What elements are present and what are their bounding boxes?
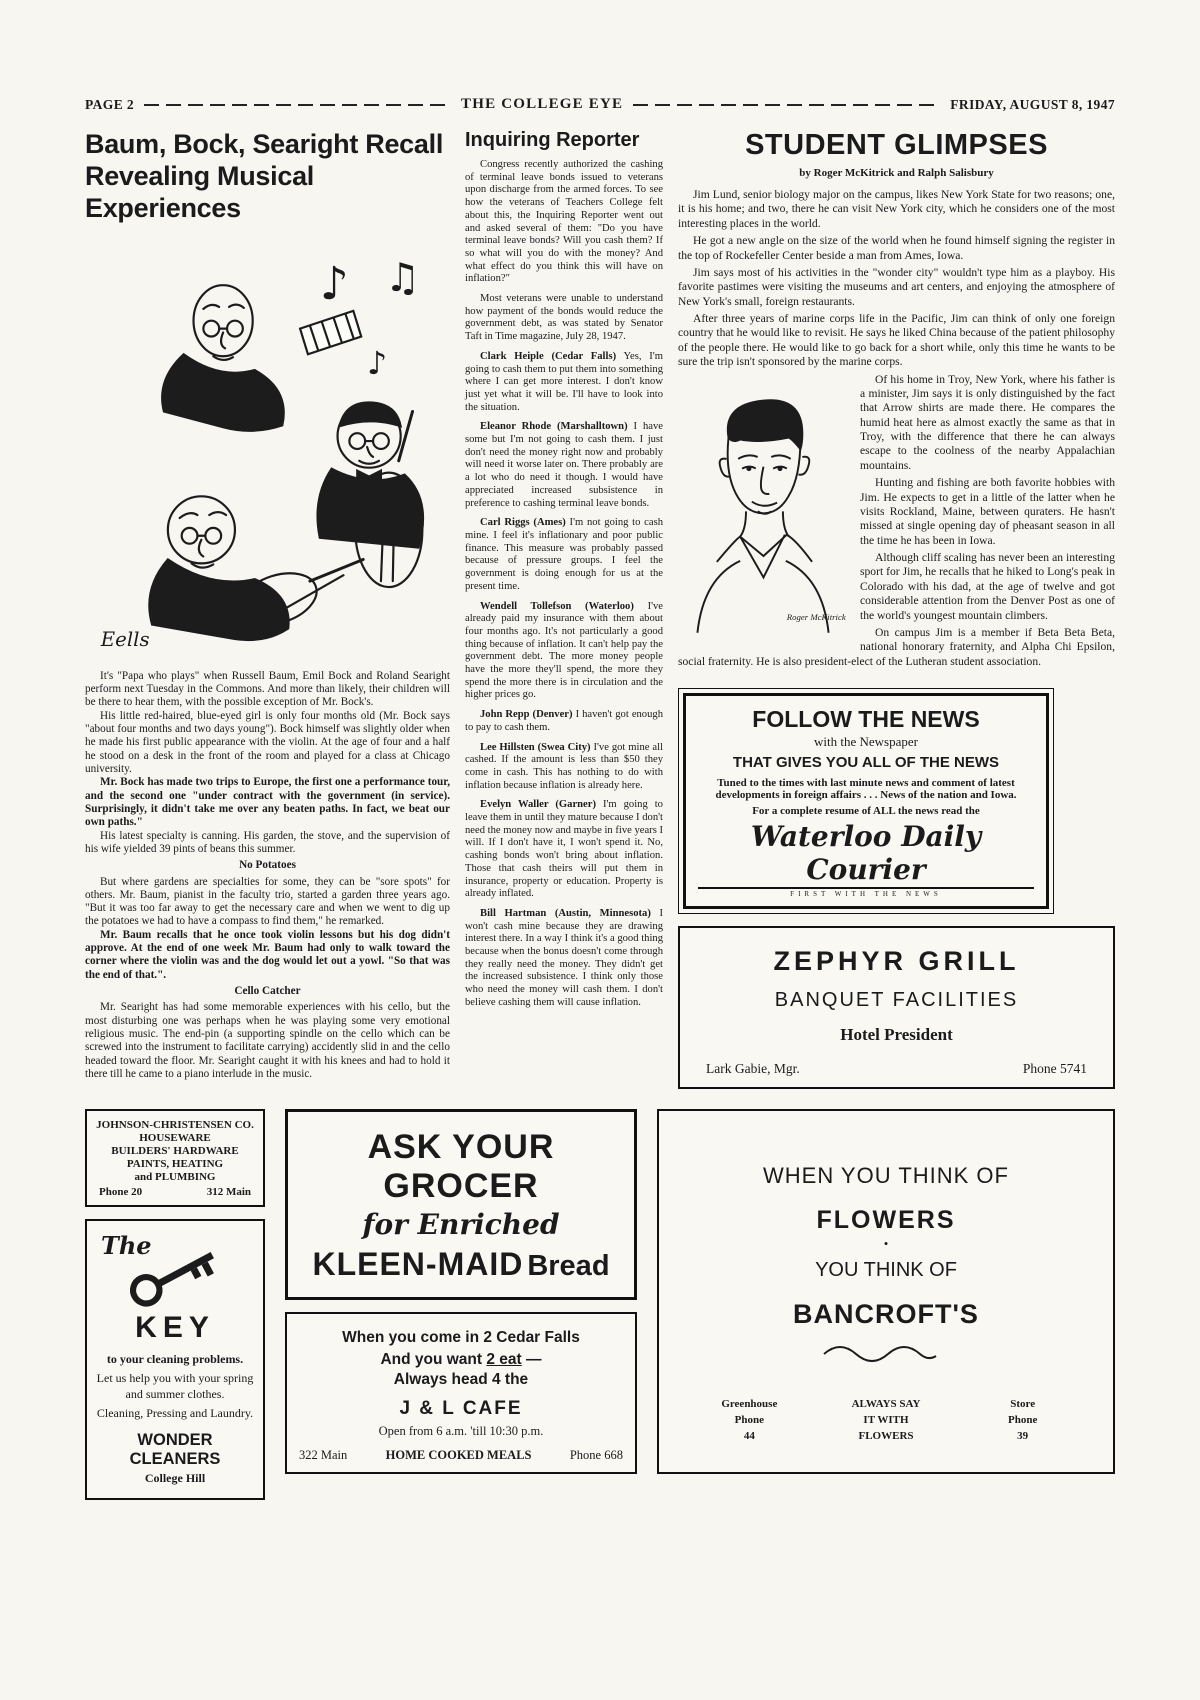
ad-line: to your cleaning problems. (106, 1352, 244, 1366)
ad-address: 322 Main (299, 1448, 348, 1462)
article-paragraph: After three years of marine corps life in the Pacific, Jim can think of only one foreign country that he would like to revisit. He says he liked China because of the patient philosophy of the people there. He would like to go back for a short while, only this time he wants to be sure the trip isn't sponsored by the marine corps. (678, 312, 1115, 369)
ad-footer-row (299, 1448, 623, 1463)
bottom-ads (85, 1109, 1115, 1500)
ad-line: Hotel President (840, 1025, 953, 1044)
ad-phone: Phone 5741 (1022, 1061, 1087, 1076)
store-contact (954, 1397, 1091, 1445)
ad-label: Store (1010, 1398, 1036, 1410)
ad-footer-row (694, 1061, 1099, 1077)
article-subhead: Cello Catcher (234, 985, 301, 998)
bottom-right-stack (657, 1109, 1115, 1474)
ad-line: Cleaning, Pressing and Laundry. (96, 1406, 254, 1421)
response-text: I won't cash mine because they are drawing interest there. In a way I think it's a good thing because when the bonus doesn't come through they really need the money. They didn't get the increased subsistence. I think only those who need the money will cash them. I don't believe cashing them will cause inflation. (465, 907, 663, 1008)
ad-phone: 39 (1017, 1429, 1029, 1442)
article-subhead: No Potatoes (239, 859, 296, 872)
response-paragraph (465, 908, 663, 1010)
ad-phone: Phone 668 (569, 1448, 623, 1462)
jl-cafe-ad (285, 1312, 637, 1474)
ad-footer-row (681, 1397, 1091, 1445)
header-rule (633, 104, 940, 106)
article-paragraph: But where gardens are specialties for some, they can be "sore spots" for others. Mr. Baum, pianist in the faculty trio, started a garden three years ago. "But it was too far away to get the necessary care and when we went to dig up the potatoes we had to have a compass to find them," he remarked. (85, 875, 450, 928)
respondent-name: Wendell Tollefson (Waterloo) (480, 600, 634, 612)
ad-business-name: WONDER CLEANERS (129, 1430, 221, 1468)
response-text: I've got mine all cashed. If the amount is less than $50 they come in cash. This has nothing to do with inflation because inflation is already here. (465, 741, 663, 791)
ad-slogan-line: FLOWERS (858, 1429, 914, 1442)
response-text: I've already paid my insurance with them about four months ago. It's not particularly a good thing because of inflation. It can't help pay the government debt. The more money people have the more they'll spend, the more they spend the more there is in circulation and the higher prices go. (465, 600, 663, 701)
student-glimpses-column (678, 129, 1115, 1089)
ad-slogan-line: IT WITH (863, 1413, 909, 1426)
ad-line: HOUSEWARE (139, 1132, 211, 1144)
column-headline: STUDENT GLIMPSES (745, 129, 1048, 161)
ad-line-part: — (526, 1351, 542, 1368)
ad-line: YOU THINK OF (815, 1259, 957, 1281)
ad-line: FLOWERS (816, 1206, 956, 1234)
courier-tagline: FIRST WITH THE NEWS (790, 890, 942, 898)
intro-paragraph: Most veterans were unable to understand how payment of the bonds would reduce the government debt, as was stated by Senator Taft in Time magazine, July 28, 1947. (465, 293, 663, 343)
ad-line: and PLUMBING (134, 1171, 216, 1183)
ad-line: PAINTS, HEATING (126, 1158, 224, 1170)
page-number: PAGE 2 (85, 96, 135, 112)
wonder-cleaners-ad (85, 1219, 265, 1500)
ad-dot: • (883, 1236, 889, 1251)
intro-paragraph: Congress recently authorized the cashing of terminal leave bonds issued to veterans upon discharge from the armed forces. To see how the veterans of Teachers College felt about this, the Inquiring Reporter went out and asked several of them: "Do you have terminal leave bonds? Will you cash them? If so what will you do with the money? And what effect do you think this will have on inflation?" (465, 159, 663, 285)
portrait-drawing (678, 377, 848, 635)
ad-hours: Open from 6 a.m. 'till 10:30 p.m. (378, 1424, 544, 1438)
courier-ad-inner (683, 693, 1049, 909)
kleen-maid-ad (285, 1109, 637, 1300)
ad-line: Let us help you with your spring and summer clothes. (96, 1371, 254, 1401)
byline: by Roger McKitrick and Ralph Salisbury (799, 167, 994, 179)
waterloo-courier-ad (678, 688, 1054, 914)
ad-slogan: HOME COOKED MEALS (385, 1448, 532, 1462)
header-rule (144, 104, 451, 106)
ad-brand: KLEEN-MAID (312, 1246, 524, 1282)
ad-line: WHEN YOU THINK OF (763, 1163, 1009, 1188)
key-graphic-area (95, 1231, 255, 1319)
response-text: I'm not going to cash mine. I feel it's inflationary and poor public finance. This measure was probably passed because of pressure groups. I feel the government is doing enough for us at the present time. (465, 517, 663, 592)
response-paragraph (465, 517, 663, 593)
ad-address: 312 Main (206, 1186, 251, 1198)
zephyr-grill-ad (678, 926, 1115, 1089)
johnson-christensen-ad (85, 1109, 265, 1207)
article-body (85, 670, 450, 1082)
greenhouse-contact (681, 1397, 818, 1445)
article-paragraph: Mr. Searight has had some memorable experiences with his cello, but the most disturbing one was perhaps when he was playing some very emotional religious music. The end-pin (a supporting spindle on the cello which can be screwed into the instrument to facilitate carrying) accidently slid in and the cello headed toward the floor. Mr. Searight caught it with his knees and had to hold it there till he came to a piano interlude in the music. (85, 1001, 450, 1081)
ad-line (299, 1351, 623, 1369)
response-text: I haven't got enough to pay to cash them. (465, 709, 663, 733)
cartoon-signature: Eells (100, 627, 150, 651)
response-paragraph (465, 351, 663, 415)
portrait-illustration (678, 377, 848, 639)
ad-line: For a complete resume of ALL the news read the (752, 805, 980, 817)
ad-label: Phone (734, 1413, 764, 1426)
ad-line: Always head 4 the (393, 1371, 529, 1388)
article-headline (85, 129, 450, 225)
ad-line-part: 2 eat (486, 1351, 522, 1368)
respondent-name: Lee Hillsten (Swea City) (480, 741, 591, 753)
issue-date: FRIDAY, AUGUST 8, 1947 (950, 96, 1115, 112)
article-paragraph: On campus Jim is a member if Beta Beta Beta, national honorary fraternity, and Alpha Chi Epsilon, social fraternity. He is also president-elect of the Lutheran student association. (678, 625, 1115, 668)
respondent-name: Clark Heiple (Cedar Falls) (480, 350, 617, 362)
article-paragraph: His latest specialty is canning. His garden, the stove, and the supervision of his wife yielded 39 pints of beans this summer. (85, 829, 450, 855)
music-note-icon: ♪ (367, 345, 388, 382)
ad-business-name: JOHNSON-CHRISTENSEN CO. (96, 1119, 254, 1131)
ad-manager: Lark Gabie, Mgr. (706, 1061, 800, 1076)
ad-line: with the Newspaper (814, 734, 918, 749)
respondent-name: Eleanor Rhode (Marshalltown) (480, 421, 628, 433)
cartoon-illustration (85, 233, 450, 664)
ad-business-name: BANCROFT'S (793, 1299, 979, 1329)
ad-label: Greenhouse (721, 1398, 778, 1410)
response-paragraph (465, 601, 663, 703)
bottom-left-stack (85, 1109, 265, 1500)
headline-line: Baum, Bock, Searight Recall (85, 129, 444, 159)
ad-line: FOLLOW THE NEWS (752, 706, 980, 732)
bancrofts-ad (657, 1109, 1115, 1474)
ad-line: THAT GIVES YOU ALL OF THE NEWS (732, 754, 1000, 771)
cartoon-drawing (85, 233, 450, 659)
respondent-name: Bill Hartman (Austin, Minnesota) (480, 907, 651, 919)
article-paragraph: Jim says most of his activities in the "wonder city" wouldn't type him as a playboy. His favorite pastimes were visiting the museums and art centers, and enjoying the atmosphere of New York's small, foreign restaurants. (678, 265, 1115, 308)
ad-script-line: for Enriched (362, 1208, 560, 1241)
article-paragraph: Although cliff scaling has never been an interesting sport for Jim, he recalls that he hiked to Long's peak in Colorado with his dad, at the age of twelve and got considerable attention from the Denver Post as one of the world's youngest mountain climbers. (860, 551, 1115, 622)
response-paragraph (465, 799, 663, 901)
respondent-name: Evelyn Waller (Garner) (480, 799, 596, 811)
ad-line: BANQUET FACILITIES (774, 989, 1019, 1011)
ad-word-key: KEY (135, 1311, 215, 1344)
ad-business-name: J & L CAFE (399, 1398, 523, 1419)
ad-line: When you come in 2 Cedar Falls (342, 1329, 580, 1346)
ad-slogan (818, 1397, 955, 1445)
main-columns (85, 129, 1115, 1089)
response-paragraph (465, 709, 663, 734)
article-paragraph: He got a new angle on the size of the world when he found himself signing the register in the top of Rockefeller Center beside a man from Ames, Iowa. (678, 234, 1115, 262)
ad-product: Bread (527, 1250, 610, 1282)
article-paragraph: Mr. Baum recalls that he once took violin lessons but his dog didn't approve. At the end of one week Mr. Baum had only to walk toward the corner where the violin was and the dog would let out a yowl. "So that was the end of that.". (85, 928, 450, 981)
response-text: I'm going to leave them in until they mature because I don't need the money now and maybe in five years I will. If I don't have it, I won't spend it. No, cashing bonds won't bring about inflation. Those that cash theirs will put them in insurance, property or education. Property is already inflated. (465, 799, 663, 900)
courier-logotype: Waterloo Daily Courier (698, 820, 1034, 889)
article-paragraph: Mr. Bock has made two trips to Europe, the first one a performance tour, and the second one "under contract with the government (in service). Surprisingly, it didn't take me over any beaten paths. In fact, we beat our own paths." (85, 776, 450, 829)
article-paragraph: Hunting and fishing are both favorite hobbies with Jim. He expects to get in a little of the latter when he visits Rockland, Maine, between quraters. He hasn't missed at single opening day of pheasant season in all the time he has been in Iowa. (860, 476, 1115, 547)
article-paragraph: Of his home in Troy, New York, where his father is a minister, Jim says it is only distinguished by the fact that Arrow shirts are made there. He compares the humid heat here as almost exactly the same as that in Troy, with the difference that there he can always escape to the coolness of the nearby Appalachian mountains. (860, 372, 1115, 472)
ad-word-the: The (101, 1231, 152, 1260)
left-article (85, 129, 450, 1081)
bottom-middle-stack (285, 1109, 637, 1474)
music-note-icon: ♪ (319, 256, 349, 310)
ad-label: Phone (1008, 1413, 1038, 1426)
response-text: I have some but I'm not going to cash them. I just don't need the money right now and probably will need it worse later on. There probably are a lot who do need it though. I would have appreciated increased subsistence in preference to cashing terminal leave bonds. (465, 421, 663, 509)
article-paragraph: His little red-haired, blue-eyed girl is only four months old (Mr. Bock says "about four months and two days young"). Bock himself was slightly older when he made his first public appearance with the violin. At the age of four and a half he stood on a desk in the front of the room and played for a class at Chicago university. (85, 709, 450, 775)
ad-footer-row (93, 1186, 257, 1198)
column-body (465, 159, 663, 1010)
response-paragraph (465, 421, 663, 510)
respondent-name: John Repp (Denver) (480, 709, 573, 721)
ad-phone: 44 (743, 1429, 755, 1442)
portrait-signature: Roger McKitrick (786, 611, 846, 622)
column-body (678, 188, 1115, 672)
newspaper-title: THE COLLEGE EYE (461, 96, 624, 112)
ad-line: Tuned to the times with last minute news and comment of latest developments in foreign affairs . . . News of the nation and Iowa. (715, 777, 1017, 801)
ad-business-name: ZEPHYR GRILL (773, 946, 1020, 976)
ad-brand-line (298, 1246, 624, 1283)
ad-line: BUILDERS' HARDWARE (111, 1145, 239, 1157)
headline-line: Revealing Musical Experiences (85, 160, 314, 223)
inquiring-reporter-column (465, 129, 663, 1017)
ad-phone: Phone 20 (99, 1186, 143, 1198)
response-text: Yes, I'm going to cash them to put them into something where I can get more interest. I don't know just yet what it will be. I'll have to look into the situation. (465, 350, 663, 413)
music-note-icon: ♫ (384, 254, 421, 301)
ad-location: College Hill (144, 1470, 206, 1485)
ad-line: ASK YOUR GROCER (367, 1128, 555, 1205)
column-headline: Inquiring Reporter (465, 129, 640, 151)
respondent-name: Carl Riggs (Ames) (480, 517, 566, 529)
response-paragraph (465, 742, 663, 793)
article-paragraph: Jim Lund, senior biology major on the campus, likes New York State for two reasons; one, it is his home; and two, there he can visit New York city, which he considers one of the most interesting places in the world. (678, 188, 1115, 230)
article-paragraph: It's "Papa who plays" when Russell Baum, Emil Bock and Roland Searight perform next Tuesday in the Commons. And more than likely, their children will be there to hear them, with the possible exception of Mr. Bock's. (85, 669, 450, 709)
flourish-icon (681, 1342, 1091, 1367)
page-header (85, 96, 1115, 113)
ad-line-part: And you want (380, 1351, 483, 1368)
ad-slogan-line: ALWAYS SAY (851, 1398, 921, 1410)
